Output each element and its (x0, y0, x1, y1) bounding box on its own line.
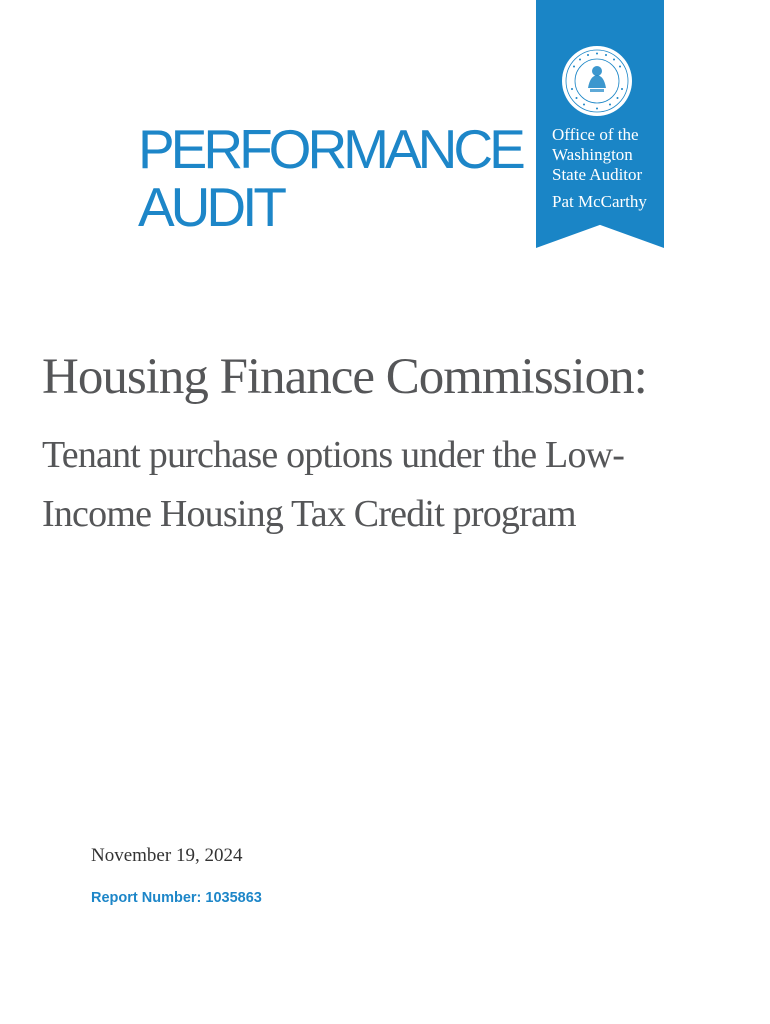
office-line-1: Office of the (552, 125, 639, 144)
auditor-name: Pat McCarthy (552, 192, 647, 211)
audit-type-line-2: AUDIT (138, 176, 283, 238)
office-name-block (552, 125, 647, 212)
report-date: November 19, 2024 (91, 845, 243, 866)
office-line-3: State Auditor (552, 165, 643, 184)
office-line-2: Washington (552, 145, 633, 164)
report-subtitle-line-2: Income Housing Tax Credit program (42, 493, 576, 535)
audit-type-line-1: PERFORMANCE (138, 118, 522, 180)
report-number: Report Number: 1035863 (91, 890, 262, 906)
report-title: Housing Finance Commission: (42, 349, 647, 405)
report-subtitle-line-1: Tenant purchase options under the Low- (42, 434, 625, 476)
report-subtitle (42, 426, 742, 544)
state-auditor-seal-icon (560, 44, 634, 118)
audit-type-heading (138, 120, 522, 236)
